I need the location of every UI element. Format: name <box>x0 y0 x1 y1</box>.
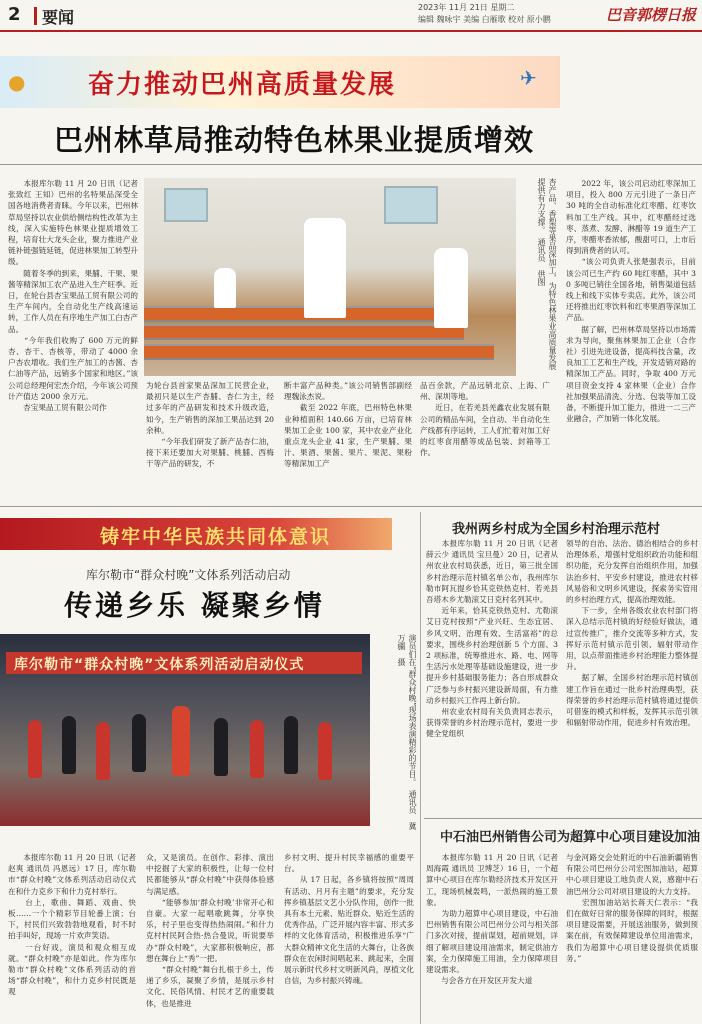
editors-line: 编辑 魏咏宇 美编 白雁歌 校对 原小鹏 <box>418 15 551 24</box>
dancer-figure <box>172 706 190 776</box>
airplane-icon: ✈ <box>520 66 537 90</box>
headline-rule <box>0 164 702 165</box>
column-rule <box>420 512 421 1024</box>
factory-photo <box>144 178 516 376</box>
dancer-figure <box>96 722 110 780</box>
dancer-figure <box>132 714 146 772</box>
article1-headline: 巴州林草局推动特色林果业提质增效 <box>54 123 535 157</box>
stage-backdrop-text: 库尔勒市“群众村晚”文体系列活动启动仪式 <box>14 657 305 673</box>
dancer-figure <box>28 720 42 778</box>
article1-column-1: 本报库尔勒 11 月 20 日讯（记者 张致红 王知）巴州的名特果品深受全国各地消费者青睐。今年以来，巴州林草局坚持以农业供给侧结构性改革为主线，深入实施特色林果业提质增效工程，培育壮大龙头企业，聚力推进产业链补链强链延链，促进林果加工转型升级。 随着冬季的到来，果脯、干果、果酱等精深加工农产品进入生产旺季。近日，在轮台县杏宝果品工贸有限公司的生产车间内，全自动化生产线高速运转，工作人员在有序地生产加工白杏产品。 “今年我们收购了 600 万元的鲜杏、杏干、杏核等，带动了 4000 余户杏农增收。我们生产加工的杏酱、杏仁油等产品，远销多个国家和地区。”该公司总经理何宏杰介绍，今年该公司预计产值达 2000 余万元。 杏宝果品工贸有限公司作 <box>8 179 138 413</box>
balloon-icon: ● <box>8 70 26 94</box>
article1-column-5: 2022 年，该公司启动红枣深加工项目，投入 800 万元引进了一条日产 30 吨的全自动标准化红枣醋、红枣饮料加工生产线。其中，红枣醋经过选枣、蒸煮、发酵、淋醋等 19 道生产工序，枣醋枣香浓郁，酸甜可口，上市后得到消费者的认可。 “该公司负责人张楚强表示，目前该公司已生产约 60 吨红枣醋，其中 30 多吨已销往全国各地，销售渠道包括线上和线下实体专卖店。此外，该公司还将推出红枣饮料和红枣果酒等深加工产品。 据了解，巴州林草局坚持以市场需求为导向，聚焦林果加工企业（合作社）引进先进设备，提高科技含量，改良加工工艺和生产线，开发适销对路的精深加工产品。同时，争取 400 万元项目资金支持 4 家林果（企业）合作社加强果品清洗、分选、包装等加工设备，不断提升加工能力，推进一二三产业融合，产加销一体化发展。 <box>566 179 696 424</box>
section-rule <box>0 506 702 507</box>
article1-column-4: 品百余款，产品远销北京、上海、广州、深圳等地。 近日，在若羌县羌鑫农业发展有限公司的精品车间，全自动、半自动化生产线都有序运转，工人们忙着对加工好的红枣食用醋等成品包装、封箱等工作。 <box>420 381 550 458</box>
section-label: 要闻 <box>42 8 75 27</box>
drying-tray <box>144 306 434 322</box>
dancer-figure <box>214 718 228 776</box>
article3-column-2: 领导的自治、法治、德治相结合的乡村治理体系，增强村党组织政治功能和组织功能，充分发挥自治组织作用，加强法治乡村、平安乡村建设，推进农村移风易俗和文明乡风建设，探索务实管用的乡村治理方式，提高治理效能。 下一步，全州各级农业农村部门将深入总结示范村镇的好经验好做法，通过宣传推广，推介交流等多种方式，发挥好示范村镇示范引领、辐射带动作用，以点带面推进乡村治理能力整体提升。 据了解，全国乡村治理示范村镇创建工作旨在通过一批乡村治理典型，获得荣誉的乡村治理示范村镇将通过提供可借鉴的模式和样板，发挥其示范引领和辐射带动作用，促进乡村有效治理。 <box>566 539 698 728</box>
dancer-figure <box>250 720 264 778</box>
article3-column-1: 本报库尔勒 11 月 20 日讯（记者 薛云少 通讯员 宝旦曼）20 日，记者从州农业农村局获悉，近日，第三批全国乡村治理示范村镇名单公布，我州库尔勒市阿瓦提乡恰其克铁热克村、若羌县吾塔木乡尤勒滚艾日克村名列其中。 近年来，恰其克铁热克村、尤勒滚艾日克村按照“产业兴旺、生态宜居、乡风文明、治理有效、生活富裕”的总要求，围绕乡村治理创新 5 个方面、32 项标准，统筹推进水、路、电、网等生活污水处理等基础设施建设，进一步提升乡村基础服务能力；各自形成群众广泛参与乡村振兴建设新局面，有力推动乡村振兴工作再上新台阶。 州农业农村局有关负责同志表示，获得荣誉的乡村治理示范村，要进一步健全党组织 <box>426 539 558 739</box>
window <box>384 186 438 224</box>
dancer-figure <box>318 722 332 780</box>
article2-column-3: 乡村文明、提升村民幸福感的重要平台。 从 17 日起，各乡镇将按照“周周有活动、月月有主题”的要求，充分发挥乡镇基层文艺小分队作用，创作一批具有本土元素、贴近群众、贴近生活的优秀作品，广泛开展内容丰富、形式多样的文化体育活动，积极推进乐享“广大群众精神文化生活的大舞台，让各族群众在农闲时间唱起来、跳起来，全面展示新时代乡村文明新风尚，厚植文化自信，为乡村振兴铸魂。 <box>284 853 414 986</box>
section2-banner-text: 铸牢中华民族共同体意识 <box>100 526 332 548</box>
worker-figure <box>214 268 236 308</box>
stage-photo <box>0 634 370 826</box>
article4-column-2: 与金河路交会处附近的中石油新疆销售有限公司巴州分公司宏图加油站，超算中心项目建设工地负责人说，感谢中石油巴州分公司对项目建设的大力支持。 宏图加油站站长蒋天仁表示：“我们在做好日常的服务保障的同时，根据项目建设需要，开展送油服务，做到预案在前，有效保障建设单位用油需求，我们为超算中心项目建设提供优质服务。” <box>566 853 698 963</box>
dancer-figure <box>62 716 76 774</box>
window <box>164 188 208 222</box>
photo2-caption: 演员们在“群众村晚”现场表演精彩的节目。 通讯员 冀万疆 摄 <box>397 634 417 831</box>
article2-kicker: 库尔勒市“群众村晚”文体系列活动启动 <box>86 568 291 582</box>
date-line: 2023年 11月 21日 星期二 <box>418 3 515 12</box>
worker-figure <box>434 248 468 328</box>
article4-column-1: 本报库尔勒 11 月 20 日讯（记者 周海霞 通讯员 卫博芝）16 日，一个超算中心项目在库尔勒经济技术开发区开工，现场机械轰鸣，一派热闹的施工景象。 为助力超算中心项目建设，中石油巴州销售有限公司巴州分公司与相关部门多次对接，提前谋划，超前规划，详细了解项目建设用油需求，制定供油方案，全力保障施工用油，全力保障项目建设需求。 与会各方在开发区开发大道 <box>426 853 558 986</box>
dancer-figure <box>284 716 298 774</box>
photo1-caption: 杏产品、香梨等果品深加工，为特色林果业高质量发展提供有力支撑。 通讯员 供图 <box>537 178 557 370</box>
drying-tray <box>144 324 464 340</box>
article2-column-1: 本报库尔勒 11 月 20 日讯（记者 赵爽 通讯员 冯恩远）17 日，库尔勒市“群众村晚”文体系列活动启动仪式在和什力克乡下和什力克村举行。 台上，歌曲、舞蹈、戏曲、快板……一个个精彩节目轮番上演；台下，村民们兴致勃勃地观看，时不时拍手叫好，现场一片欢声笑语。 一台好戏，演员和观众相互成就。“群众村晚”亦是如此。作为库尔勒市“群众村晚”文体系列活动的首场“群众村晚”，和什力克乡村民既是观 <box>8 853 136 997</box>
page-number: 2 <box>8 4 21 25</box>
theme-banner-text: 奋力推动巴州高质量发展 <box>88 70 397 100</box>
article2-column-2: 众，又是演员。在创作、彩排、演出中挖掘了大家的积极性，让每一位村民都能够从“群众村晚”中获得体验感与满足感。 “能够参加‘群众村晚’非常开心和自豪。大家一起唱歌跳舞，分享快乐，村子里也变得热热闹闹。”和什力克村村民阿合热·热合曼说，听说要举办“群众村晚”，大家都积极响应，都想在舞台上“秀”一把。 “群众村晚”舞台扎根于乡土，传递了乡乐，凝聚了乡情，是展示乡村文化、民俗风情、村民才艺的重要载体，也是推进 <box>146 853 274 1008</box>
article3-title: 我州两乡村成为全国乡村治理示范村 <box>452 522 661 537</box>
article1-column-2: 为轮台县首家果品深加工民营企业，最初只是以生产杏脯、杏仁为主，经过多年的产品研发和技术升级改造，如今，生产销售的深加工果品达到 20 余种。 “今年我们研发了新产品杏仁油，接下来还要加大对果脯、桃脯、西梅干等产品的研发，不 <box>146 381 274 469</box>
article4-title: 中石油巴州销售公司为超算中心项目建设加油 <box>440 830 701 845</box>
article2-title: 传递乡乐 凝聚乡情 <box>64 589 325 622</box>
section-separator <box>34 7 37 25</box>
article1-column-3: 断丰富产品种类。”该公司销售部副经理魏泳杰说。 截至 2022 年底，巴州特色林果业种植面积 140.66 万亩，已培育林果加工企业 100 家，其中农业产业化重点龙头企业 41 家，生产果脯、果汁、果酒、果酱、果片、果泥、果粉等精深加工产 <box>284 381 412 469</box>
worker-figure <box>304 218 346 318</box>
article-rule <box>424 818 702 819</box>
drying-tray <box>144 344 494 360</box>
masthead-rule <box>0 30 702 32</box>
paper-name: 巴音郭楞日报 <box>606 6 697 24</box>
